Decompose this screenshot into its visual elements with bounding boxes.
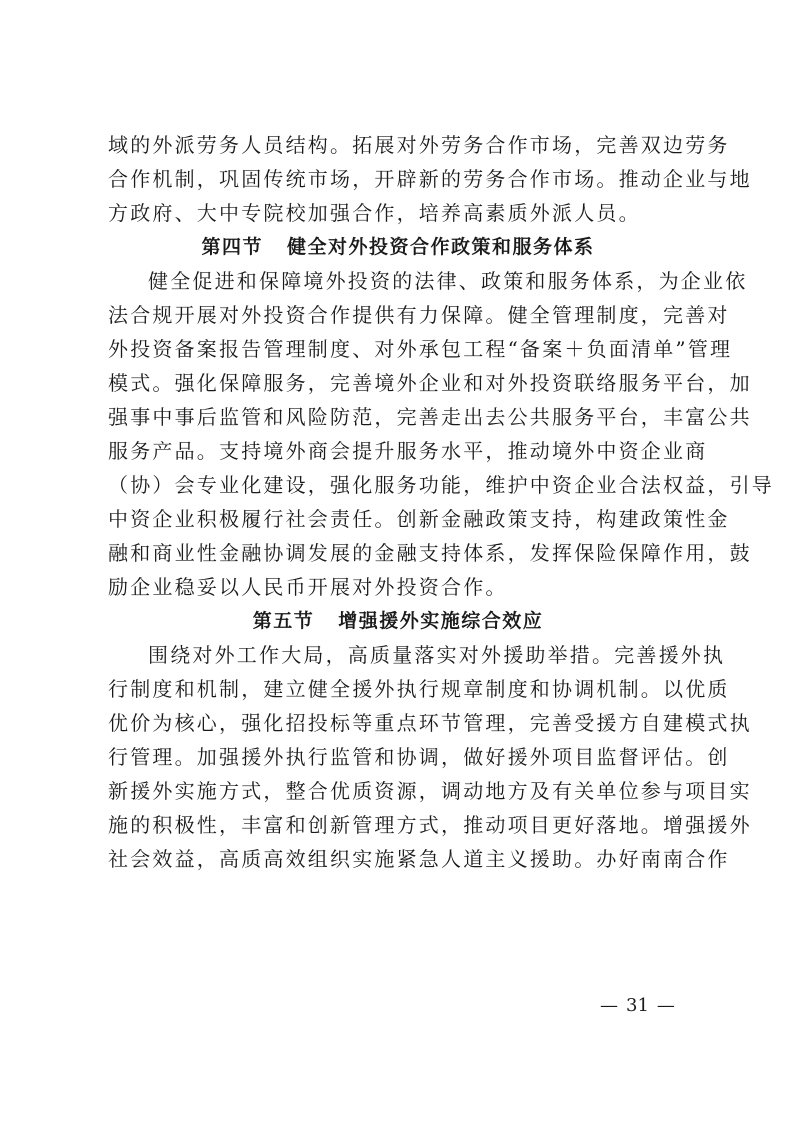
footer-dash-right: — — [656, 995, 675, 1016]
text-line: 健全促进和保障境外投资的法律、政策和服务体系，为企业依 — [148, 269, 748, 293]
text-line: 外投资备案报告管理制度、对外承包工程“备案＋负面清单”管理 — [108, 337, 733, 361]
text-line: 社会效益，高质高效组织实施紧急人道主义援助。办好南南合作 — [108, 847, 730, 871]
text-line: 行制度和机制，建立健全援外执行规章制度和协调机制。以优质 — [108, 677, 730, 701]
text-line: 励企业稳妥以人民币开展对外投资合作。 — [108, 575, 508, 599]
text-line: 围绕对外工作大局，高质量落实对外援助举措。完善援外执 — [148, 643, 726, 667]
text-line: 服务产品。支持境外商会提升服务水平，推动境外中资企业商 — [108, 439, 708, 463]
text-line: （协）会专业化建设，强化服务功能，维护中资企业合法权益，引导 — [108, 473, 774, 497]
footer-dash-left: — — [600, 995, 618, 1016]
text-line: 法合规开展对外投资合作提供有力保障。健全管理制度，完善对 — [108, 303, 730, 327]
paragraph-investment-policy — [108, 264, 774, 604]
text-line: 优价为核心，强化招投标等重点环节管理，完善受援方自建模式执 — [108, 711, 752, 735]
page-footer — [600, 995, 675, 1016]
text-line: 中资企业积极履行社会责任。创新金融政策支持，构建政策性金 — [108, 507, 730, 531]
section-title: 健全对外投资合作政策和服务体系 — [287, 236, 595, 258]
section-number: 第五节 — [252, 610, 315, 632]
text-line: 域的外派劳务人员结构。拓展对外劳务合作市场，完善双边劳务 — [108, 133, 730, 157]
text-line: 合作机制，巩固传统市场，开辟新的劳务合作市场。推动企业与地 — [108, 167, 752, 191]
text-line: 模式。强化保障服务，完善境外企业和对外投资联络服务平台，加 — [108, 371, 752, 395]
text-line: 强事中事后监管和风险防范，完善走出去公共服务平台，丰富公共 — [108, 405, 752, 429]
text-line: 融和商业性金融协调发展的金融支持体系，发挥保险保障作用，鼓 — [108, 541, 752, 565]
section-heading-4 — [108, 230, 688, 264]
section-number: 第四节 — [201, 236, 263, 258]
document-page — [108, 128, 774, 876]
paragraph-foreign-aid — [108, 638, 752, 876]
paragraph-labor — [108, 128, 752, 230]
text-line: 新援外实施方式，整合优质资源，调动地方及有关单位参与项目实 — [108, 779, 752, 803]
text-line: 方政府、大中专院校加强合作，培养高素质外派人员。 — [108, 201, 641, 225]
section-title: 增强援外实施综合效应 — [338, 610, 544, 632]
text-line: 施的积极性，丰富和创新管理方式，推动项目更好落地。增强援外 — [108, 813, 752, 837]
text-line: 行管理。加强援外执行监管和协调，做好援外项目监督评估。创 — [108, 745, 730, 769]
page-number: 31 — [626, 995, 649, 1016]
section-heading-5 — [108, 604, 688, 638]
